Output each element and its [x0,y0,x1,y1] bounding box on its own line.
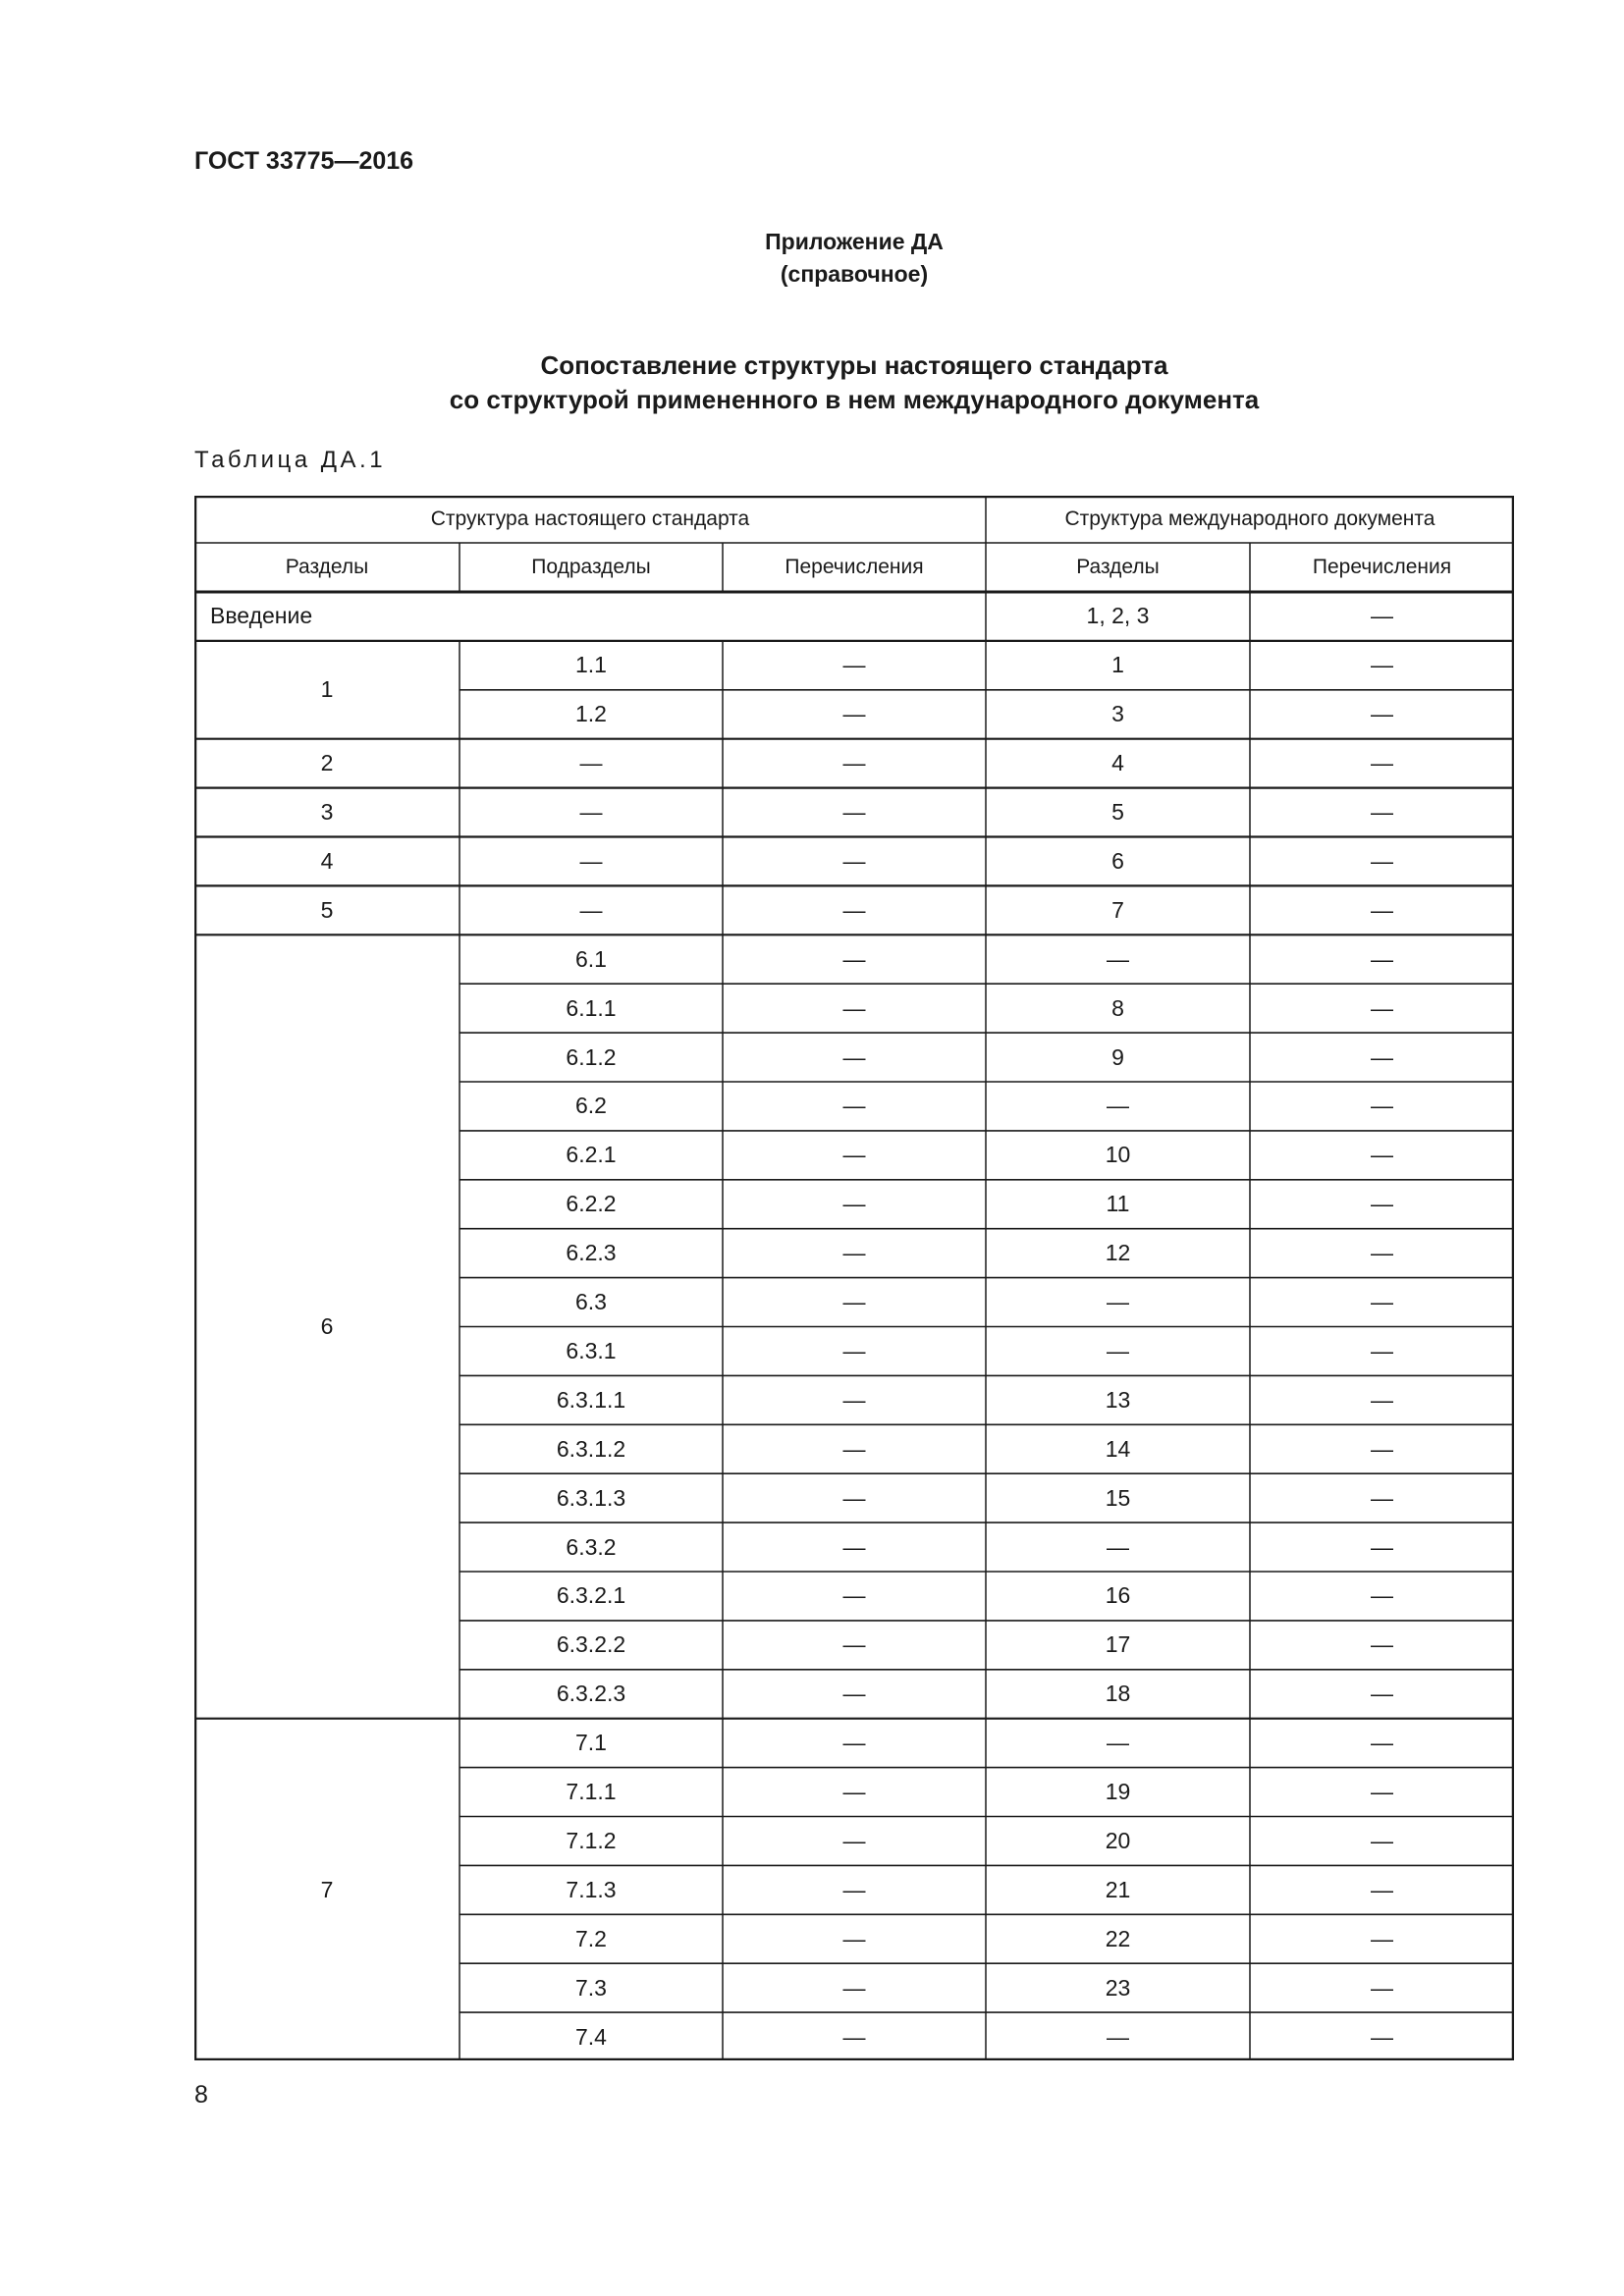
table-label: Таблица ДА.1 [194,447,387,473]
intl-enumerations-cell: — [1371,1043,1393,1070]
group-header-international: Структура международного документа [1064,507,1435,530]
intl-enumerations-cell: — [1371,1631,1393,1658]
intl-section-cell: 10 [1105,1142,1131,1168]
intl-section-cell: — [1107,1337,1129,1363]
subsection-cell: 6.3.1 [566,1337,617,1363]
subsection-cell: 6.1.1 [566,994,617,1021]
subsection-cell: 6.1 [575,945,607,972]
subsection-cell: 6.3.2.3 [556,1681,626,1707]
enumerations-cell: — [842,652,866,678]
enumerations-cell: — [842,1142,866,1168]
intl-section-cell: 1 [1111,652,1124,678]
enumerations-cell: — [842,701,866,727]
intl-enumerations-cell: — [1371,2023,1393,2050]
appendix-heading [0,226,1624,291]
intl-enumerations-cell: — [1371,750,1393,776]
subsection-cell: 6.3.2.1 [556,1582,626,1609]
intl-enumerations-cell: — [1371,1681,1393,1707]
section-number: 6 [320,1312,334,1339]
enumerations-cell: — [842,1337,866,1363]
intl-enumerations-cell: — [1371,1191,1393,1217]
enumerations-cell: — [842,1435,866,1462]
enumerations-cell: — [842,1191,866,1217]
document-title-line-1: Сопоставление структуры настоящего стандарта [540,350,1168,380]
enumerations-cell: — [842,1925,866,1951]
column-header: Перечисления [785,556,924,578]
subsection-cell: 6.3 [575,1289,607,1315]
subsection-cell: 7.1.2 [566,1827,617,1853]
enumerations-cell: — [842,1386,866,1413]
subsection-cell: 1.1 [575,652,607,678]
enumerations-cell: — [842,1093,866,1119]
intl-enumerations-cell: — [1371,1779,1393,1805]
appendix-title: Приложение ДА [765,229,944,254]
intl-section-cell: 13 [1105,1386,1131,1413]
column-header: Перечисления [1312,556,1452,578]
intl-section-cell: — [1107,1289,1129,1315]
appendix-kind: (справочное) [780,261,929,287]
intl-section-cell: 23 [1105,1974,1131,2001]
enumerations-cell: — [842,1289,866,1315]
intl-section-cell: 18 [1105,1681,1131,1707]
enumerations-cell: — [842,1582,866,1609]
subsection-cell: — [579,847,603,874]
group-header-national: Структура настоящего стандарта [430,507,750,530]
column-header: Разделы [285,556,369,578]
subsection-cell: 6.1.2 [566,1043,617,1070]
intl-enumerations-cell: — [1371,1533,1393,1560]
subsection-cell: 7.1.3 [566,1876,617,1902]
enumerations-cell: — [842,1974,866,2001]
subsection-cell: 6.2.2 [566,1191,617,1217]
intl-section-cell: 12 [1105,1240,1131,1266]
section-number: 1 [320,676,334,703]
enumerations-cell: — [842,750,866,776]
intl-enumerations-cell: — [1371,1337,1393,1363]
subsection-cell: — [579,896,603,923]
intl-enumerations-cell: — [1371,1435,1393,1462]
subsection-cell: 6.2.3 [566,1240,617,1266]
enumerations-cell: — [842,1730,866,1756]
section-number: 2 [320,750,334,776]
intl-section-cell: — [1107,1730,1129,1756]
intl-enumerations-cell: — [1371,994,1393,1021]
enumerations-cell: — [842,1484,866,1511]
intro-intl-enumerations: — [1371,603,1393,629]
intl-section-cell: 21 [1105,1876,1131,1902]
intl-enumerations-cell: — [1371,1240,1393,1266]
intl-enumerations-cell: — [1371,847,1393,874]
intl-section-cell: 16 [1105,1582,1131,1609]
enumerations-cell: — [842,1533,866,1560]
intl-enumerations-cell: — [1371,1484,1393,1511]
enumerations-cell: — [842,945,866,972]
intl-section-cell: 9 [1111,1043,1124,1070]
intl-section-cell: 22 [1105,1925,1131,1951]
enumerations-cell: — [842,1827,866,1853]
intl-enumerations-cell: — [1371,1730,1393,1756]
intro-intl-sections: 1, 2, 3 [1086,603,1150,629]
intl-enumerations-cell: — [1371,1876,1393,1902]
enumerations-cell: — [842,896,866,923]
intl-enumerations-cell: — [1371,1289,1393,1315]
section-number: 4 [320,847,334,874]
intl-enumerations-cell: — [1371,1827,1393,1853]
intl-enumerations-cell: — [1371,945,1393,972]
subsection-cell: 6.2.1 [566,1142,617,1168]
intl-section-cell: 3 [1111,701,1124,727]
intl-section-cell: 8 [1111,994,1124,1021]
enumerations-cell: — [842,799,866,826]
subsection-cell: 6.2 [575,1093,607,1119]
intl-section-cell: — [1107,2023,1129,2050]
subsection-cell: 6.3.1.3 [556,1484,626,1511]
intl-section-cell: 14 [1105,1435,1131,1462]
subsection-cell: 7.1.1 [566,1779,617,1805]
intl-section-cell: 4 [1111,750,1124,776]
subsection-cell: 7.2 [575,1925,607,1951]
intl-section-cell: — [1107,1093,1129,1119]
enumerations-cell: — [842,847,866,874]
subsection-cell: — [579,750,603,776]
enumerations-cell: — [842,1631,866,1658]
intl-section-cell: 6 [1111,847,1124,874]
intl-section-cell: 5 [1111,799,1124,826]
intl-enumerations-cell: — [1371,1142,1393,1168]
intl-enumerations-cell: — [1371,1093,1393,1119]
intl-enumerations-cell: — [1371,652,1393,678]
intl-section-cell: 7 [1111,896,1124,923]
enumerations-cell: — [842,994,866,1021]
enumerations-cell: — [842,1779,866,1805]
intl-enumerations-cell: — [1371,1582,1393,1609]
intl-section-cell: — [1107,1533,1129,1560]
enumerations-cell: — [842,1681,866,1707]
document-title-line-2: со структурой примененного в нем международного документа [449,385,1260,414]
intl-section-cell: 11 [1106,1191,1130,1217]
subsection-cell: 6.3.2 [566,1533,617,1560]
page-number: 8 [194,2081,208,2109]
comparison-table [194,496,1514,2060]
subsection-cell: 6.3.2.2 [556,1631,626,1658]
column-header: Разделы [1076,556,1160,578]
document-code: ГОСТ 33775—2016 [194,147,414,175]
section-number: 7 [320,1876,334,1902]
intl-enumerations-cell: — [1371,799,1393,826]
subsection-cell: 7.1 [575,1730,607,1756]
intl-section-cell: — [1107,945,1129,972]
enumerations-cell: — [842,2023,866,2050]
subsection-cell: 1.2 [575,701,607,727]
intl-enumerations-cell: — [1371,1925,1393,1951]
intl-section-cell: 17 [1105,1631,1131,1658]
intl-enumerations-cell: — [1371,1386,1393,1413]
subsection-cell: — [579,799,603,826]
section-number: 5 [320,896,334,923]
intl-enumerations-cell: — [1371,701,1393,727]
subsection-cell: 7.3 [575,1974,607,2001]
intl-section-cell: 20 [1105,1827,1131,1853]
intl-enumerations-cell: — [1371,896,1393,923]
intro-label: Введение [210,603,313,629]
subsection-cell: 7.4 [575,2023,607,2050]
intl-enumerations-cell: — [1371,1974,1393,2001]
column-header: Подразделы [531,556,651,578]
section-number: 3 [320,799,334,826]
enumerations-cell: — [842,1876,866,1902]
document-title [0,348,1624,417]
subsection-cell: 6.3.1.1 [556,1386,626,1413]
enumerations-cell: — [842,1240,866,1266]
intl-section-cell: 19 [1105,1779,1131,1805]
enumerations-cell: — [842,1043,866,1070]
subsection-cell: 6.3.1.2 [556,1435,626,1462]
intl-section-cell: 15 [1105,1484,1131,1511]
